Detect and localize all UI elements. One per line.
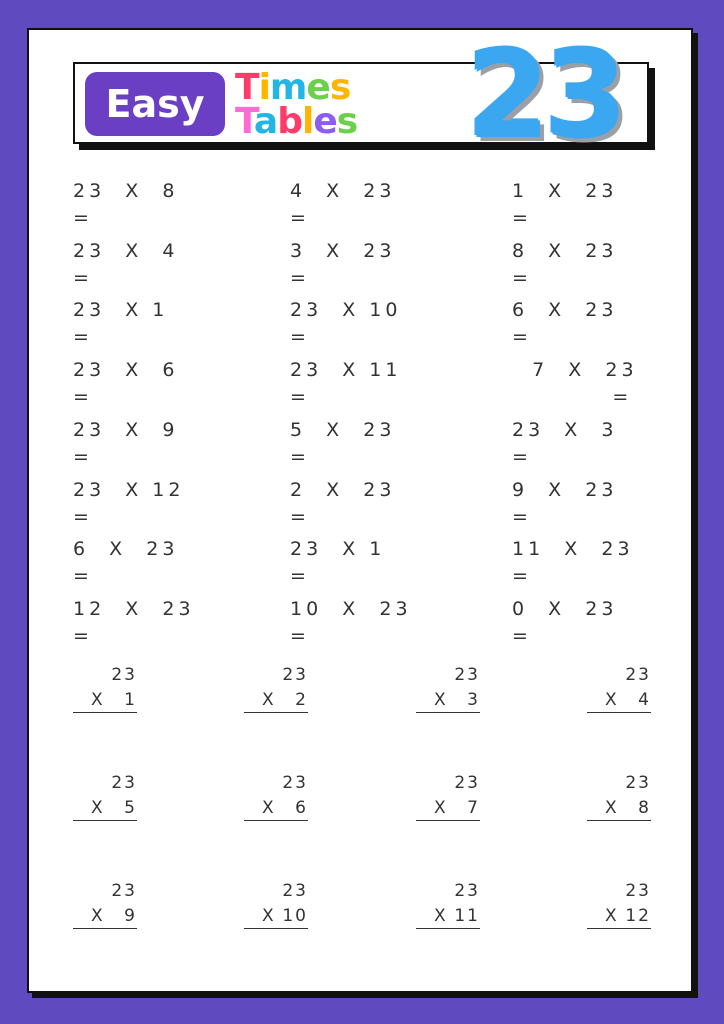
easy-badge: Easy	[85, 72, 225, 136]
multiplicand: 23	[454, 773, 480, 793]
horizontal-problem: 23 X 4 =	[73, 239, 179, 289]
multiplier-line	[244, 796, 308, 821]
multiplicand: 23	[111, 881, 137, 901]
multiplicand: 23	[282, 773, 308, 793]
multiplier: 2	[295, 690, 308, 710]
multiplier: 11	[454, 906, 480, 926]
multiply-sign: X	[605, 690, 619, 710]
multiply-sign: X	[434, 798, 448, 818]
letter: s	[336, 101, 358, 142]
horizontal-problem: 23 X 10 =	[290, 299, 422, 349]
vertical-problem	[416, 878, 480, 929]
letter: b	[277, 101, 302, 142]
letter: s	[329, 67, 351, 108]
multiplier-line	[416, 904, 480, 929]
letter: m	[269, 67, 307, 108]
multiplier-line	[587, 796, 651, 821]
multiplicand: 23	[454, 881, 480, 901]
vertical-problem	[244, 878, 308, 929]
multiplier-line	[244, 688, 308, 713]
multiplier: 9	[124, 906, 137, 926]
letter: T	[235, 101, 254, 142]
horizontal-problem: 0 X 23 =	[512, 597, 638, 647]
multiplier: 1	[124, 690, 137, 710]
letter: e	[306, 67, 330, 108]
tables-word	[235, 101, 358, 142]
vertical-problem	[416, 770, 480, 821]
horizontal-problem: 23 X 9 =	[73, 418, 199, 468]
multiplicand: 23	[625, 881, 651, 901]
multiplier-line	[73, 796, 137, 821]
horizontal-problem: 12 X 23 =	[73, 597, 195, 647]
horizontal-problem: 1 X 23 =	[512, 180, 638, 229]
multiplier: 8	[638, 798, 651, 818]
horizontal-problem: 3 X 23 =	[290, 239, 416, 289]
horizontal-problem: 6 X 23 =	[73, 538, 199, 588]
multiply-sign: X	[91, 798, 105, 818]
multiplier: 10	[282, 906, 308, 926]
horizontal-problem: 23 X 3 =	[512, 418, 618, 468]
vertical-problem	[587, 662, 651, 713]
horizontal-problem: 23 X 8 =	[73, 180, 179, 229]
multiplier: 6	[295, 798, 308, 818]
horizontal-problem: 23 X 11 =	[290, 359, 422, 409]
multiply-sign: X	[91, 690, 105, 710]
multiplier-line	[244, 904, 308, 929]
vertical-problem	[244, 770, 308, 821]
horizontal-problem: 9 X 23 =	[512, 478, 638, 528]
horizontal-problem: 2 X 23 =	[290, 478, 416, 528]
multiplicand: 23	[625, 773, 651, 793]
vertical-problem	[244, 662, 308, 713]
multiplier-line	[73, 688, 137, 713]
multiply-sign: X	[262, 690, 276, 710]
multiplier-line	[416, 688, 480, 713]
multiplier: 12	[625, 906, 651, 926]
multiply-sign: X	[262, 906, 276, 926]
letter: l	[302, 101, 314, 142]
multiply-sign: X	[434, 906, 448, 926]
multiply-sign: X	[262, 798, 276, 818]
multiply-sign: X	[605, 798, 619, 818]
vertical-problem	[73, 878, 137, 929]
multiplicand: 23	[282, 665, 308, 685]
letter: T	[235, 67, 259, 108]
multiplier: 7	[467, 798, 480, 818]
multiplier-line	[587, 688, 651, 713]
multiplicand: 23	[282, 881, 308, 901]
vertical-problem	[73, 770, 137, 821]
letter: i	[258, 67, 270, 108]
vertical-problem	[73, 662, 137, 713]
multiplier: 4	[638, 690, 651, 710]
horizontal-problem: 5 X 23 =	[290, 418, 416, 468]
times-table-number: 23	[467, 27, 622, 166]
horizontal-problem: 10 X 23 =	[290, 597, 432, 647]
vertical-problem	[587, 770, 651, 821]
horizontal-problem: 23 X 1 =	[290, 538, 406, 588]
horizontal-problem: 23 X 12 =	[73, 478, 205, 528]
multiplier: 3	[467, 690, 480, 710]
horizontal-problem: 7 X 23 =	[532, 359, 638, 409]
multiplicand: 23	[625, 665, 651, 685]
multiply-sign: X	[434, 690, 448, 710]
letter: a	[253, 101, 278, 142]
horizontal-problem: 4 X 23 =	[290, 180, 416, 229]
multiplier-line	[73, 904, 137, 929]
horizontal-problem: 6 X 23 =	[512, 299, 618, 349]
multiplicand: 23	[454, 665, 480, 685]
multiplier-line	[587, 904, 651, 929]
letter: e	[313, 101, 337, 142]
multiplier-line	[416, 796, 480, 821]
horizontal-problem: 11 X 23 =	[512, 538, 654, 588]
worksheet	[27, 28, 693, 993]
horizontal-problem: 23 X 6 =	[73, 359, 179, 409]
multiply-sign: X	[605, 906, 619, 926]
multiplicand: 23	[111, 773, 137, 793]
multiply-sign: X	[91, 906, 105, 926]
vertical-problem	[587, 878, 651, 929]
horizontal-problem: 23 X 1 =	[73, 299, 189, 349]
vertical-problem	[416, 662, 480, 713]
multiplier: 5	[124, 798, 137, 818]
horizontal-problem: 8 X 23 =	[512, 239, 638, 289]
multiplicand: 23	[111, 665, 137, 685]
